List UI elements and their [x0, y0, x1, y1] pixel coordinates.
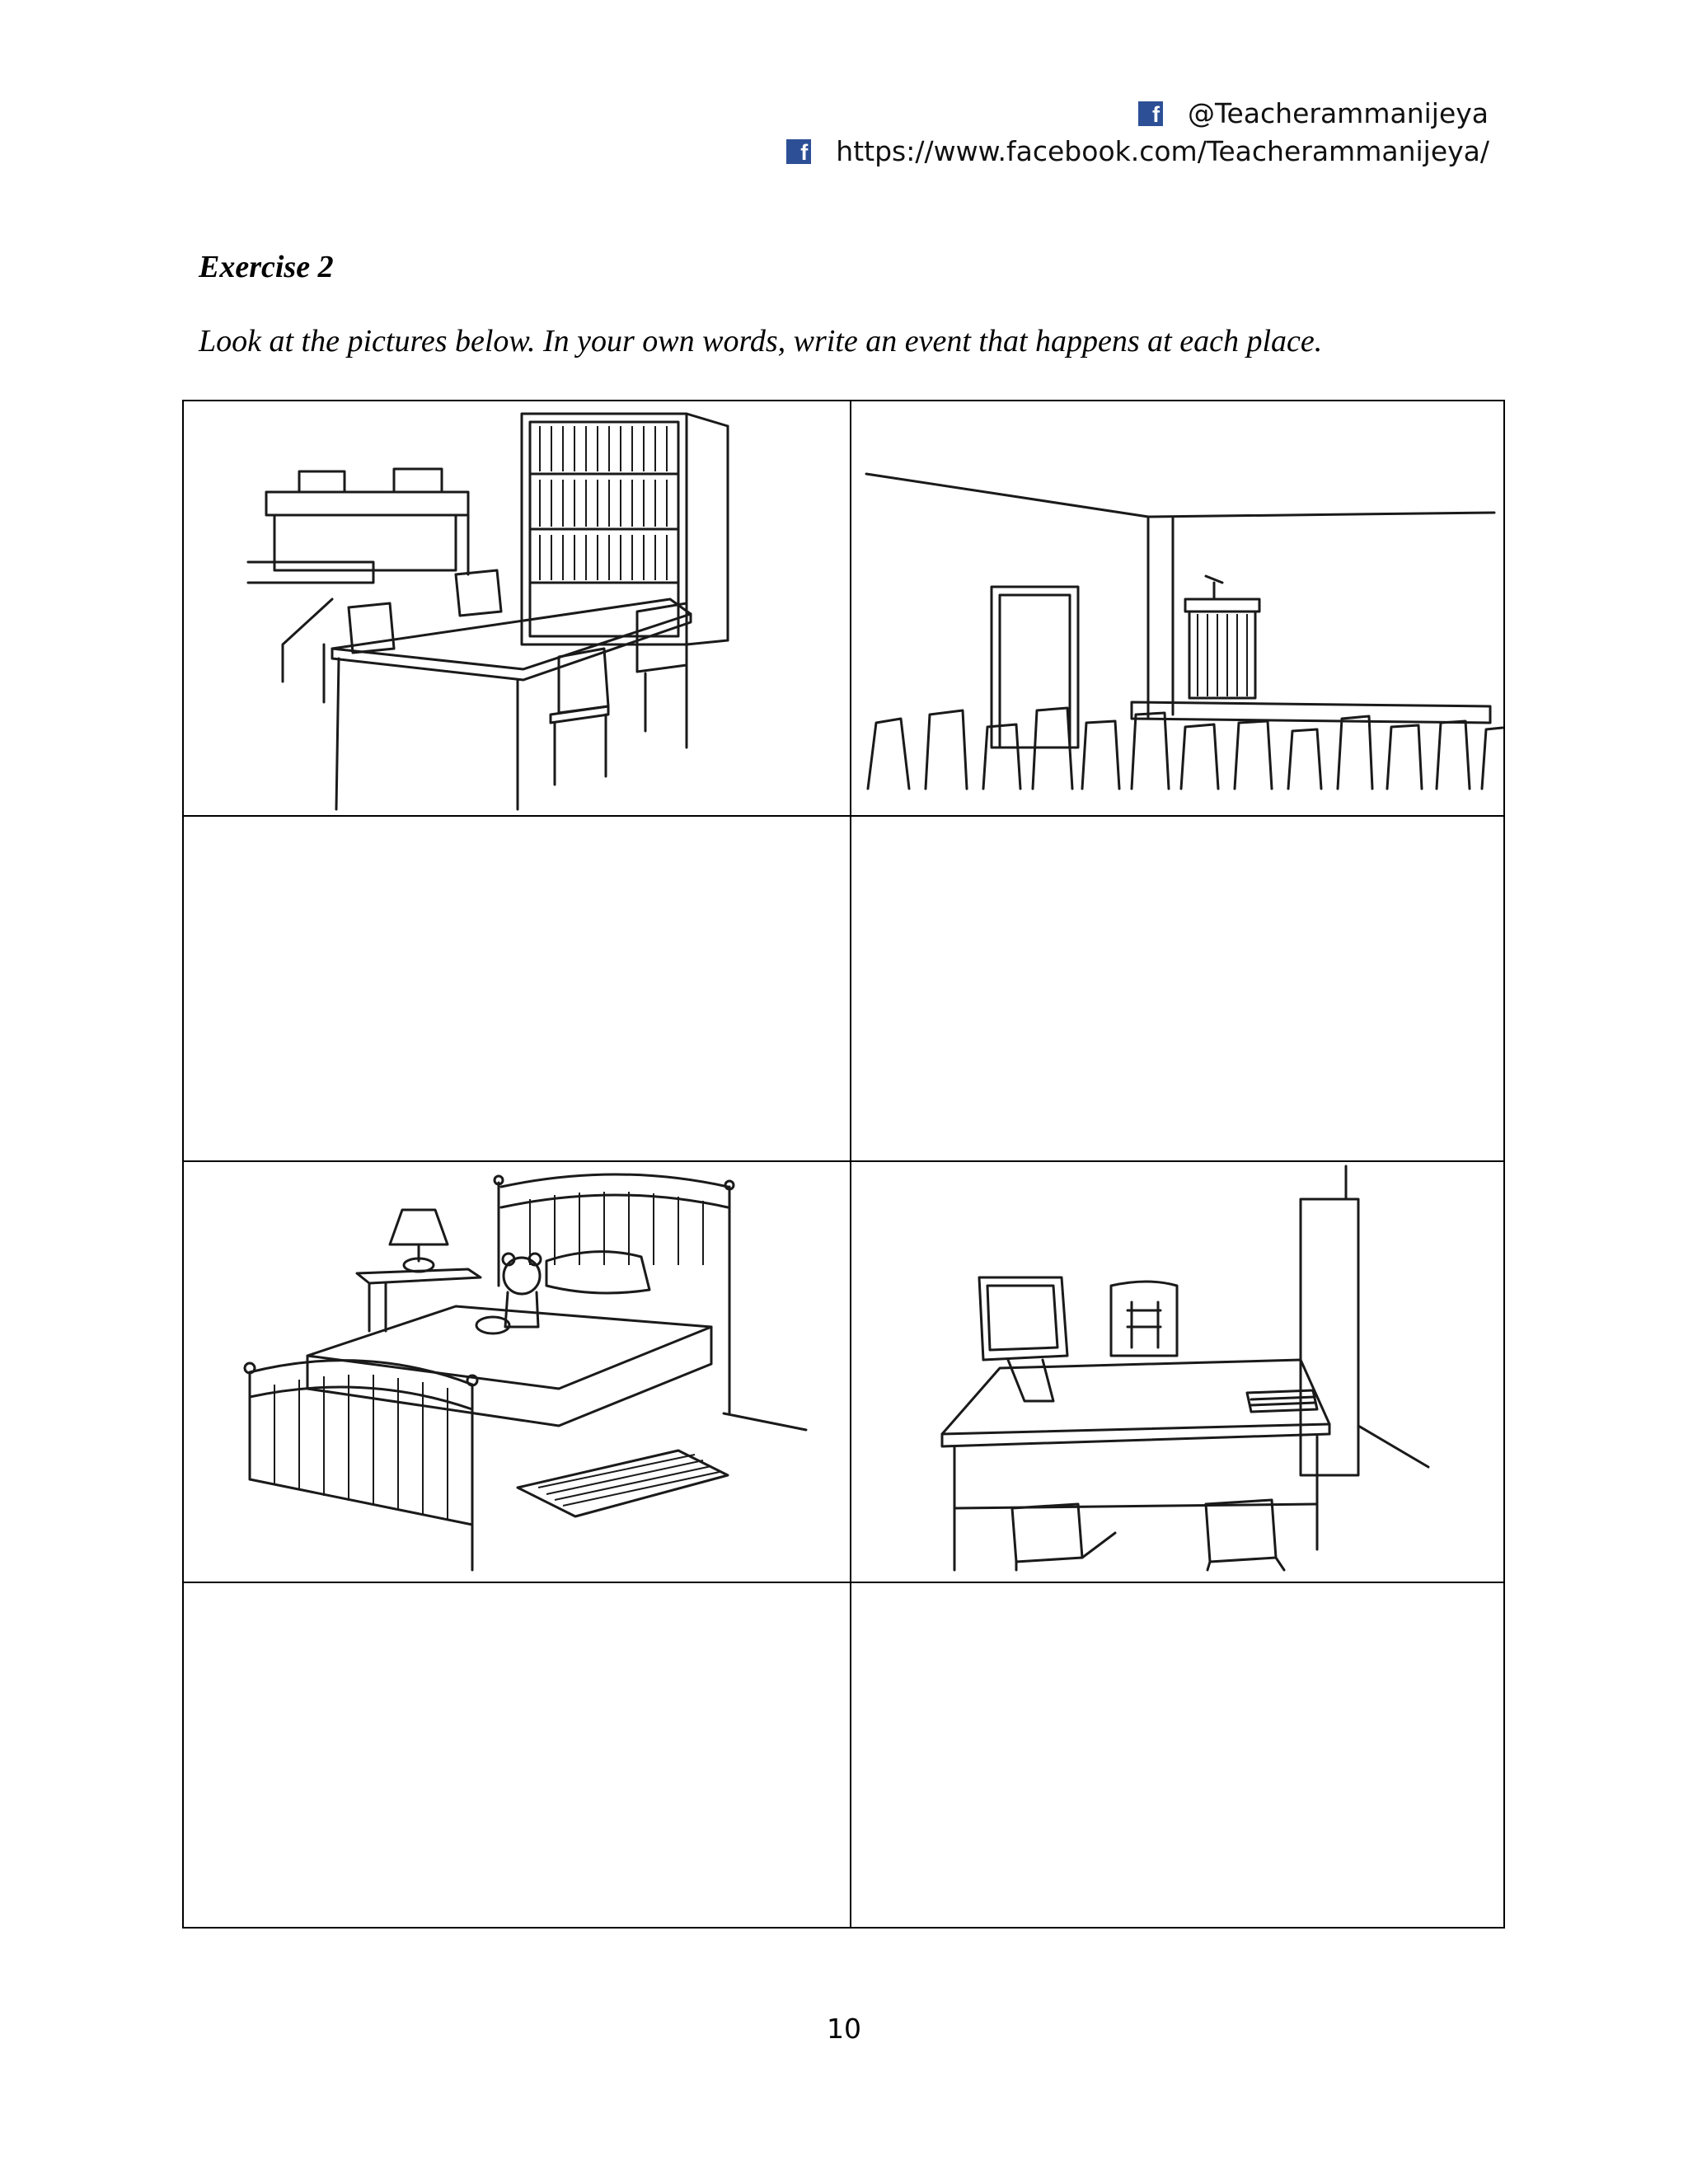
answer-box[interactable]	[184, 817, 850, 1160]
exercise-table	[182, 400, 1505, 1929]
facebook-icon: f	[1138, 101, 1163, 126]
office-scene-icon	[851, 1162, 1505, 1582]
answer-box[interactable]	[851, 1583, 1505, 1929]
page-number: 10	[827, 2013, 861, 2045]
facebook-handle: @Teacherammanijeya	[1187, 97, 1489, 129]
bedroom-scene-icon	[184, 1162, 850, 1582]
facebook-url[interactable]: https://www.facebook.com/Teacherammanijeya/	[836, 135, 1489, 167]
hall-scene-icon	[851, 401, 1505, 815]
library-scene-icon	[184, 401, 850, 815]
exercise-title: Exercise 2	[199, 250, 334, 284]
facebook-icon: f	[786, 139, 811, 164]
header-handle-line	[1138, 97, 1489, 129]
exercise-instruction: Look at the pictures below. In your own words, write an event that happens at each place.	[199, 324, 1323, 359]
answer-box[interactable]	[184, 1583, 850, 1929]
header-url-line	[786, 135, 1489, 167]
answer-box[interactable]	[851, 817, 1505, 1160]
